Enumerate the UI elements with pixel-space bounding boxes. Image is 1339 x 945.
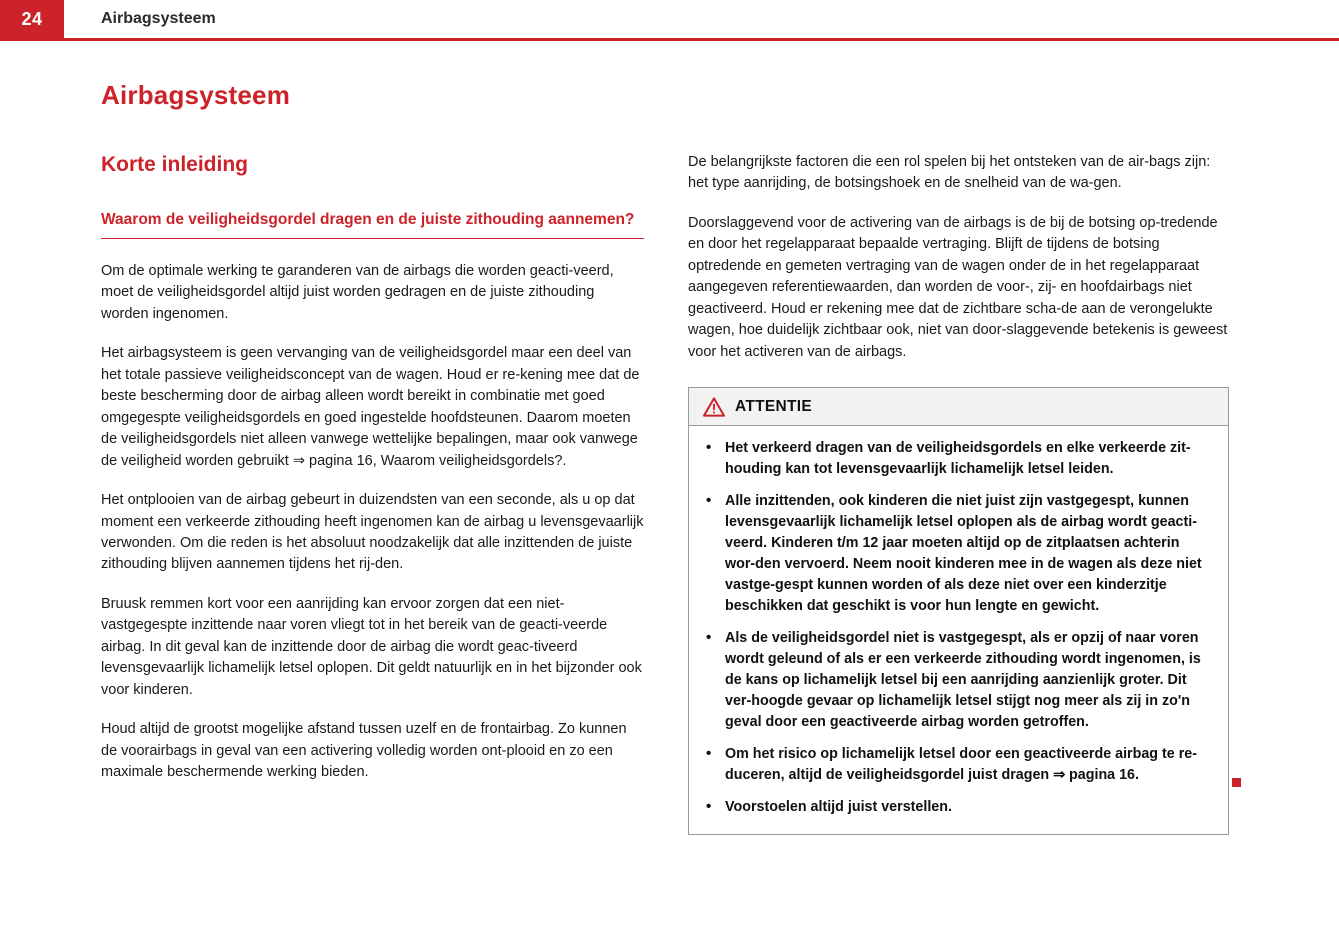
header-divider — [0, 38, 1339, 41]
paragraph: Houd altijd de grootst mogelijke afstand tussen uzelf en de frontairbag. Zo kunnen de voorairbags in geval van een activering volledig worden ont-plooid en zo een maximale beschermende werking bieden. — [101, 721, 627, 781]
list-item: • Als de veiligheidsgordel niet is vastgegespt, als er opzij of naar voren wordt geleund of als er een verkeerde zithouding wordt ingenomen, is de kans op lichamelijk letsel bij een aanrijding aanzienlijk groter. Dit ver-hoogde gevaar op lichamelijk letsel stijgt nog meer als zij in zo'n geval door een geactiveerde airbag worden getroffen. — [703, 628, 1212, 733]
attention-header — [689, 388, 1228, 426]
list-item: • Om het risico op lichamelijk letsel door een geactiveerde airbag te re-duceren, altijd de veiligheidsgordel juist dragen ⇒ pagina 16. — [703, 744, 1212, 786]
subsection-title: Waarom de veiligheidsgordel dragen en de juiste zithouding aannemen? — [101, 209, 644, 239]
section-title: Korte inleiding — [101, 153, 248, 176]
attention-box — [688, 387, 1229, 835]
paragraph: De belangrijkste factoren die een rol spelen bij het ontsteken van de air-bags zijn: het type aanrijding, de botsingshoek en de snelheid van de wa-gen. — [688, 154, 1211, 192]
paragraph: Het ontplooien van de airbag gebeurt in duizendsten van een seconde, als u op dat moment een verkeerde zithouding heeft ingenomen kan de airbag u levensgevaarlijk verwonden. Om die reden is het absoluut noodzakelijk dat alle inzittenden de juiste zithouding blijven aannemen tijdens het rij-den. — [101, 492, 644, 573]
attention-list — [703, 438, 1212, 818]
header-title: Airbagsysteem — [101, 10, 216, 27]
paragraph: Doorslaggevend voor de activering van de airbags is de bij de botsing op-tredende en door het regelapparaat bepaalde vertraging. Blijft de tijdens de botsing optredende en gemeten vertraging van de wagen onder de in het regelapparaat aangegeven referentiewaarden, dan worden de voor-, zij- en hoofdairbags niet geactiveerd. Houd er rekening mee dat de zichtbare scha-de aan de verongelukte wagen, hoe duidelijk zichtbaar ook, niet van door-slaggevende betekenis is geweest voor het activeren van de airbags. — [688, 214, 1228, 360]
attention-label: ATTENTIE — [735, 397, 813, 415]
warning-triangle-icon — [703, 397, 735, 417]
paragraph: Het airbagsysteem is geen vervanging van de veiligheidsgordel maar een deel van het totale passieve veiligheidsconcept van de wagen. Houd er re-kening mee dat de beste bescherming door de airbag alleen wordt bereikt in combinatie met goed omgegespte veiligheidsgordels en goed ingestelde hoofdsteunen. Daarom moeten de veiligheidsgordels niet alleen vanwege wettelijke bepalingen, maar ook vanwege de veiligheid worden gebruikt ⇒ pagina 16, Waarom veiligheidsgordels?. — [101, 345, 640, 469]
right-column — [688, 152, 1231, 835]
attention-body — [689, 426, 1228, 834]
page-header — [0, 0, 1339, 40]
page-title: Airbagsysteem — [101, 80, 291, 110]
paragraph: Bruusk remmen kort voor een aanrijding kan ervoor zorgen dat een niet-vastgegespte inzittende naar voren vliegt tot in het bereik van de geacti-veerde airbag. In dit geval kan de inzittende door de airbag die wordt geac-tiveerd levensgevaarlijk lichamelijk letsel oplopen. Dit geldt natuurlijk en in het bijzonder ook voor kinderen. — [101, 595, 642, 698]
list-item: • Voorstoelen altijd juist verstellen. — [703, 797, 1212, 818]
corner-marker — [1232, 778, 1241, 787]
paragraph: Om de optimale werking te garanderen van de airbags die worden geacti-veerd, moet de veiligheidsgordel altijd juist worden gedragen en de juiste zithouding worden ingenomen. — [101, 263, 614, 322]
list-item: • Alle inzittenden, ook kinderen die niet juist zijn vastgegespt, kunnen levensgevaarlijk lichamelijk letsel oplopen als de airbag wordt geacti-veerd. Kinderen t/m 12 jaar moeten altijd op de zitplaatsen achterin wor-den vervoerd. Neem nooit kinderen mee in de wagen als deze niet vastge-gespt kunnen worden of als deze niet over een kinderzitje beschikken dat geschikt is voor hun lengte en gewicht. — [703, 491, 1212, 617]
page-number: 24 — [0, 0, 64, 38]
left-column — [101, 80, 644, 784]
list-item: • Het verkeerd dragen van de veiligheidsgordels en elke verkeerde zit-houding kan tot levensgevaarlijk lichamelijk letsel leiden. — [703, 438, 1212, 480]
